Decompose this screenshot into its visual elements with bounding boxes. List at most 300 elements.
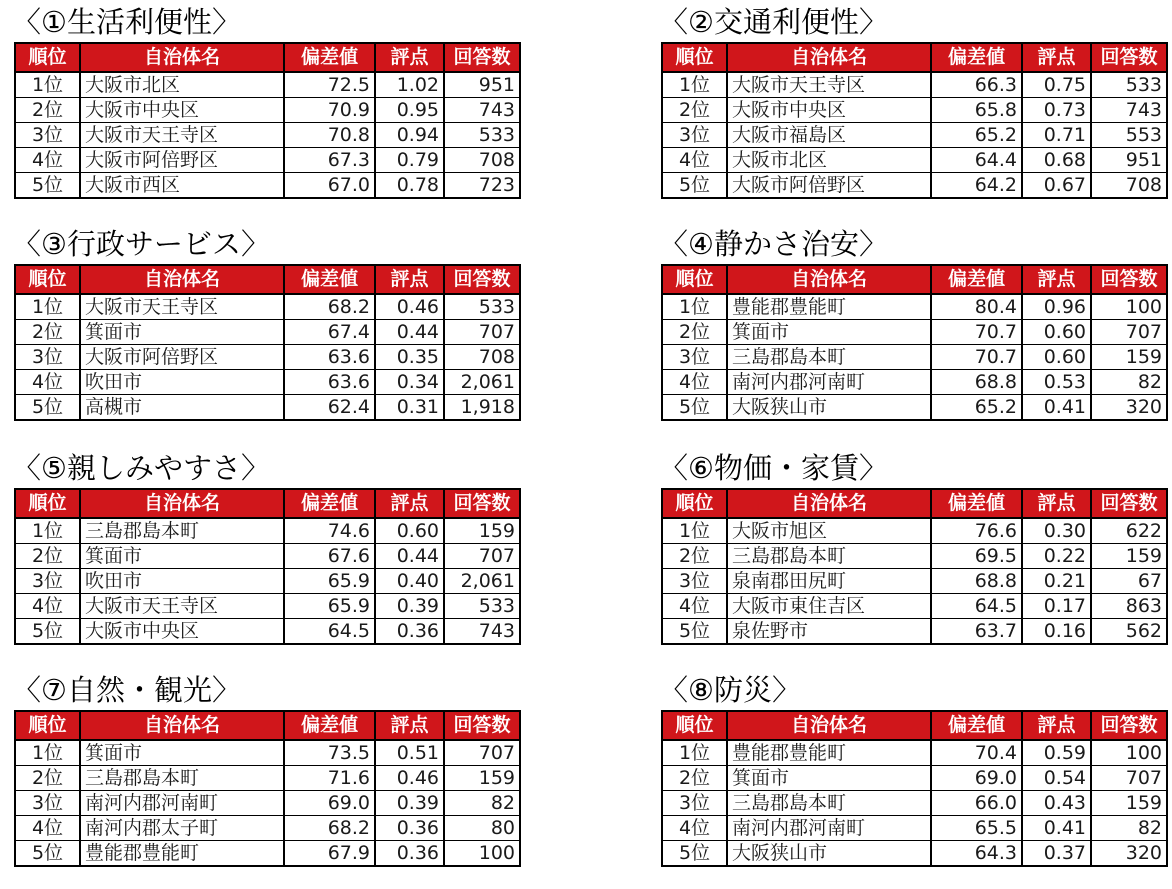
score-cell: 0.94 <box>375 123 444 148</box>
rank-cell: 1位 <box>15 294 80 320</box>
municipality-cell: 大阪市旭区 <box>727 518 931 544</box>
score-cell: 0.39 <box>375 594 444 619</box>
municipality-cell: 箕面市 <box>727 766 931 791</box>
municipality-cell: 泉南郡田尻町 <box>727 569 931 594</box>
score-cell: 0.37 <box>1022 841 1091 867</box>
deviation-cell: 67.3 <box>284 148 375 173</box>
rank-cell: 2位 <box>662 766 727 791</box>
deviation-cell: 62.4 <box>284 395 375 421</box>
table-header-row <box>15 711 520 740</box>
rank-cell: 4位 <box>662 816 727 841</box>
municipality-cell: 豊能郡豊能町 <box>727 294 931 320</box>
score-cell: 0.73 <box>1022 98 1091 123</box>
municipality-cell: 箕面市 <box>80 740 284 766</box>
table-header-row <box>662 265 1167 294</box>
header-score: 評点 <box>1022 43 1091 72</box>
municipality-cell: 南河内郡太子町 <box>80 816 284 841</box>
table-row <box>662 594 1167 619</box>
deviation-cell: 65.9 <box>284 594 375 619</box>
responses-cell: 159 <box>1091 791 1167 816</box>
table-row <box>662 569 1167 594</box>
rank-cell: 2位 <box>662 98 727 123</box>
header-responses: 回答数 <box>1091 265 1167 294</box>
municipality-cell: 箕面市 <box>80 544 284 569</box>
ranking-panel-8 <box>661 672 1166 867</box>
deviation-cell: 64.4 <box>931 148 1022 173</box>
responses-cell: 100 <box>444 841 520 867</box>
responses-cell: 863 <box>1091 594 1167 619</box>
deviation-cell: 69.0 <box>284 791 375 816</box>
table-row <box>15 345 520 370</box>
header-municipality: 自治体名 <box>80 265 284 294</box>
municipality-cell: 大阪市天王寺区 <box>727 72 931 98</box>
score-cell: 0.68 <box>1022 148 1091 173</box>
responses-cell: 562 <box>1091 619 1167 645</box>
municipality-cell: 吹田市 <box>80 370 284 395</box>
deviation-cell: 70.8 <box>284 123 375 148</box>
table-row <box>662 123 1167 148</box>
score-cell: 0.31 <box>375 395 444 421</box>
header-deviation: 偏差値 <box>931 489 1022 518</box>
table-row <box>15 173 520 199</box>
deviation-cell: 65.5 <box>931 816 1022 841</box>
municipality-cell: 大阪市阿倍野区 <box>80 345 284 370</box>
score-cell: 0.53 <box>1022 370 1091 395</box>
municipality-cell: 大阪市阿倍野区 <box>80 148 284 173</box>
responses-cell: 707 <box>1091 320 1167 345</box>
rank-cell: 3位 <box>662 791 727 816</box>
responses-cell: 320 <box>1091 841 1167 867</box>
ranking-table <box>661 42 1168 199</box>
municipality-cell: 吹田市 <box>80 569 284 594</box>
responses-cell: 533 <box>444 294 520 320</box>
header-deviation: 偏差値 <box>931 711 1022 740</box>
score-cell: 0.36 <box>375 619 444 645</box>
table-row <box>15 395 520 421</box>
score-cell: 0.60 <box>1022 345 1091 370</box>
responses-cell: 723 <box>444 173 520 199</box>
header-score: 評点 <box>375 711 444 740</box>
ranking-panel-4 <box>661 226 1166 421</box>
responses-cell: 708 <box>1091 173 1167 199</box>
responses-cell: 320 <box>1091 395 1167 421</box>
rank-cell: 2位 <box>15 320 80 345</box>
municipality-cell: 高槻市 <box>80 395 284 421</box>
deviation-cell: 69.0 <box>931 766 1022 791</box>
header-responses: 回答数 <box>1091 43 1167 72</box>
rank-cell: 2位 <box>15 766 80 791</box>
score-cell: 0.79 <box>375 148 444 173</box>
header-deviation: 偏差値 <box>284 489 375 518</box>
score-cell: 0.95 <box>375 98 444 123</box>
deviation-cell: 63.7 <box>931 619 1022 645</box>
score-cell: 0.46 <box>375 766 444 791</box>
table-row <box>15 294 520 320</box>
municipality-cell: 三島郡島本町 <box>80 766 284 791</box>
municipality-cell: 大阪市中央区 <box>80 98 284 123</box>
rank-cell: 1位 <box>662 740 727 766</box>
responses-cell: 67 <box>1091 569 1167 594</box>
panel-title: 〈②交通利便性〉 <box>659 5 888 39</box>
municipality-cell: 大阪市東住吉区 <box>727 594 931 619</box>
table-row <box>662 518 1167 544</box>
deviation-cell: 68.8 <box>931 569 1022 594</box>
header-responses: 回答数 <box>444 265 520 294</box>
ranking-table <box>661 264 1168 421</box>
deviation-cell: 63.6 <box>284 345 375 370</box>
responses-cell: 533 <box>444 123 520 148</box>
table-row <box>662 816 1167 841</box>
table-row <box>15 320 520 345</box>
responses-cell: 533 <box>1091 72 1167 98</box>
responses-cell: 622 <box>1091 518 1167 544</box>
score-cell: 0.36 <box>375 816 444 841</box>
responses-cell: 80 <box>444 816 520 841</box>
rank-cell: 5位 <box>662 395 727 421</box>
rank-cell: 5位 <box>662 173 727 199</box>
header-rank: 順位 <box>662 265 727 294</box>
municipality-cell: 南河内郡河南町 <box>727 816 931 841</box>
responses-cell: 951 <box>444 72 520 98</box>
header-rank: 順位 <box>662 489 727 518</box>
municipality-cell: 三島郡島本町 <box>727 345 931 370</box>
deviation-cell: 70.7 <box>931 320 1022 345</box>
deviation-cell: 63.6 <box>284 370 375 395</box>
header-rank: 順位 <box>662 43 727 72</box>
rank-cell: 1位 <box>662 518 727 544</box>
score-cell: 0.16 <box>1022 619 1091 645</box>
rank-cell: 4位 <box>15 594 80 619</box>
table-row <box>15 544 520 569</box>
rank-cell: 5位 <box>662 841 727 867</box>
responses-cell: 708 <box>444 148 520 173</box>
header-deviation: 偏差値 <box>931 43 1022 72</box>
table-row <box>662 148 1167 173</box>
municipality-cell: 三島郡島本町 <box>80 518 284 544</box>
table-row <box>662 740 1167 766</box>
rank-cell: 3位 <box>15 569 80 594</box>
score-cell: 0.51 <box>375 740 444 766</box>
score-cell: 0.34 <box>375 370 444 395</box>
score-cell: 0.21 <box>1022 569 1091 594</box>
header-rank: 順位 <box>662 711 727 740</box>
deviation-cell: 67.9 <box>284 841 375 867</box>
table-row <box>15 72 520 98</box>
rank-cell: 2位 <box>15 98 80 123</box>
header-score: 評点 <box>1022 489 1091 518</box>
deviation-cell: 74.6 <box>284 518 375 544</box>
panel-title: 〈⑤親しみやすさ〉 <box>12 451 270 485</box>
score-cell: 0.39 <box>375 791 444 816</box>
municipality-cell: 大阪市阿倍野区 <box>727 173 931 199</box>
table-header-row <box>662 489 1167 518</box>
responses-cell: 707 <box>1091 766 1167 791</box>
responses-cell: 82 <box>1091 816 1167 841</box>
ranking-panel-6 <box>661 450 1166 645</box>
responses-cell: 743 <box>444 98 520 123</box>
municipality-cell: 大阪市西区 <box>80 173 284 199</box>
score-cell: 0.22 <box>1022 544 1091 569</box>
responses-cell: 743 <box>444 619 520 645</box>
score-cell: 0.40 <box>375 569 444 594</box>
responses-cell: 708 <box>444 345 520 370</box>
municipality-cell: 泉佐野市 <box>727 619 931 645</box>
rank-cell: 1位 <box>15 72 80 98</box>
score-cell: 0.67 <box>1022 173 1091 199</box>
table-row <box>662 72 1167 98</box>
responses-cell: 159 <box>1091 544 1167 569</box>
panel-title: 〈④静かさ治安〉 <box>659 227 888 261</box>
deviation-cell: 69.5 <box>931 544 1022 569</box>
municipality-cell: 大阪市中央区 <box>80 619 284 645</box>
rank-cell: 4位 <box>15 148 80 173</box>
header-deviation: 偏差値 <box>284 43 375 72</box>
score-cell: 0.60 <box>375 518 444 544</box>
panel-title: 〈⑥物価・家賃〉 <box>659 451 888 485</box>
score-cell: 0.60 <box>1022 320 1091 345</box>
rank-cell: 3位 <box>662 123 727 148</box>
municipality-cell: 大阪狭山市 <box>727 841 931 867</box>
table-row <box>662 98 1167 123</box>
rank-cell: 4位 <box>15 816 80 841</box>
rank-cell: 1位 <box>15 518 80 544</box>
ranking-table <box>14 42 521 199</box>
rank-cell: 5位 <box>15 841 80 867</box>
header-responses: 回答数 <box>1091 711 1167 740</box>
municipality-cell: 大阪市天王寺区 <box>80 123 284 148</box>
table-header-row <box>15 43 520 72</box>
responses-cell: 533 <box>444 594 520 619</box>
table-row <box>15 98 520 123</box>
municipality-cell: 南河内郡河南町 <box>80 791 284 816</box>
ranking-table <box>14 264 521 421</box>
score-cell: 0.54 <box>1022 766 1091 791</box>
responses-cell: 2,061 <box>444 370 520 395</box>
ranking-panel-5 <box>14 450 519 645</box>
municipality-cell: 三島郡島本町 <box>727 791 931 816</box>
table-header-row <box>15 489 520 518</box>
municipality-cell: 大阪市中央区 <box>727 98 931 123</box>
table-row <box>662 619 1167 645</box>
table-row <box>15 619 520 645</box>
header-municipality: 自治体名 <box>80 489 284 518</box>
table-row <box>15 816 520 841</box>
rank-cell: 1位 <box>662 294 727 320</box>
score-cell: 0.36 <box>375 841 444 867</box>
ranking-table <box>14 710 521 867</box>
header-deviation: 偏差値 <box>284 711 375 740</box>
responses-cell: 2,061 <box>444 569 520 594</box>
deviation-cell: 68.8 <box>931 370 1022 395</box>
rank-cell: 5位 <box>15 619 80 645</box>
ranking-panel-2 <box>661 4 1166 199</box>
header-deviation: 偏差値 <box>284 265 375 294</box>
deviation-cell: 65.9 <box>284 569 375 594</box>
score-cell: 0.44 <box>375 544 444 569</box>
rank-cell: 2位 <box>662 320 727 345</box>
ranking-table <box>14 488 521 645</box>
ranking-panel-7 <box>14 672 519 867</box>
rank-cell: 5位 <box>662 619 727 645</box>
deviation-cell: 67.0 <box>284 173 375 199</box>
table-row <box>662 173 1167 199</box>
rank-cell: 3位 <box>15 345 80 370</box>
score-cell: 0.46 <box>375 294 444 320</box>
responses-cell: 707 <box>444 740 520 766</box>
table-row <box>15 594 520 619</box>
responses-cell: 707 <box>444 320 520 345</box>
table-row <box>662 345 1167 370</box>
table-row <box>15 841 520 867</box>
score-cell: 0.59 <box>1022 740 1091 766</box>
rank-cell: 3位 <box>15 123 80 148</box>
rank-cell: 2位 <box>15 544 80 569</box>
rank-cell: 1位 <box>662 72 727 98</box>
panel-title: 〈⑦自然・観光〉 <box>12 673 241 707</box>
deviation-cell: 70.7 <box>931 345 1022 370</box>
header-municipality: 自治体名 <box>727 711 931 740</box>
municipality-cell: 豊能郡豊能町 <box>80 841 284 867</box>
rank-cell: 4位 <box>15 370 80 395</box>
deviation-cell: 64.2 <box>931 173 1022 199</box>
deviation-cell: 67.4 <box>284 320 375 345</box>
rank-cell: 5位 <box>15 173 80 199</box>
header-rank: 順位 <box>15 711 80 740</box>
municipality-cell: 豊能郡豊能町 <box>727 740 931 766</box>
rank-cell: 3位 <box>15 791 80 816</box>
ranking-panel-1 <box>14 4 519 199</box>
score-cell: 0.17 <box>1022 594 1091 619</box>
table-row <box>662 766 1167 791</box>
rank-cell: 2位 <box>662 544 727 569</box>
responses-cell: 159 <box>1091 345 1167 370</box>
header-rank: 順位 <box>15 43 80 72</box>
responses-cell: 82 <box>1091 370 1167 395</box>
rank-cell: 5位 <box>15 395 80 421</box>
table-row <box>15 740 520 766</box>
header-score: 評点 <box>375 265 444 294</box>
header-rank: 順位 <box>15 489 80 518</box>
header-municipality: 自治体名 <box>727 43 931 72</box>
deviation-cell: 65.2 <box>931 395 1022 421</box>
deviation-cell: 64.5 <box>931 594 1022 619</box>
table-row <box>15 370 520 395</box>
deviation-cell: 64.3 <box>931 841 1022 867</box>
responses-cell: 159 <box>444 518 520 544</box>
table-row <box>15 123 520 148</box>
deviation-cell: 66.0 <box>931 791 1022 816</box>
table-row <box>662 294 1167 320</box>
deviation-cell: 72.5 <box>284 72 375 98</box>
score-cell: 1.02 <box>375 72 444 98</box>
municipality-cell: 箕面市 <box>80 320 284 345</box>
municipality-cell: 大阪市北区 <box>80 72 284 98</box>
municipality-cell: 大阪市天王寺区 <box>80 594 284 619</box>
header-score: 評点 <box>1022 265 1091 294</box>
deviation-cell: 70.9 <box>284 98 375 123</box>
deviation-cell: 64.5 <box>284 619 375 645</box>
header-score: 評点 <box>1022 711 1091 740</box>
table-row <box>662 841 1167 867</box>
deviation-cell: 67.6 <box>284 544 375 569</box>
table-row <box>662 370 1167 395</box>
responses-cell: 100 <box>1091 740 1167 766</box>
score-cell: 0.71 <box>1022 123 1091 148</box>
panel-title: 〈⑧防災〉 <box>659 673 801 707</box>
responses-cell: 707 <box>444 544 520 569</box>
responses-cell: 553 <box>1091 123 1167 148</box>
deviation-cell: 65.2 <box>931 123 1022 148</box>
header-municipality: 自治体名 <box>80 43 284 72</box>
table-row <box>15 148 520 173</box>
table-header-row <box>662 711 1167 740</box>
table-header-row <box>662 43 1167 72</box>
score-cell: 0.96 <box>1022 294 1091 320</box>
municipality-cell: 三島郡島本町 <box>727 544 931 569</box>
municipality-cell: 大阪市北区 <box>727 148 931 173</box>
score-cell: 0.41 <box>1022 816 1091 841</box>
header-municipality: 自治体名 <box>727 265 931 294</box>
rank-cell: 3位 <box>662 345 727 370</box>
score-cell: 0.44 <box>375 320 444 345</box>
score-cell: 0.75 <box>1022 72 1091 98</box>
header-responses: 回答数 <box>444 489 520 518</box>
responses-cell: 1,918 <box>444 395 520 421</box>
table-header-row <box>15 265 520 294</box>
header-responses: 回答数 <box>444 43 520 72</box>
deviation-cell: 66.3 <box>931 72 1022 98</box>
municipality-cell: 大阪市天王寺区 <box>80 294 284 320</box>
deviation-cell: 68.2 <box>284 816 375 841</box>
score-cell: 0.30 <box>1022 518 1091 544</box>
score-cell: 0.78 <box>375 173 444 199</box>
deviation-cell: 80.4 <box>931 294 1022 320</box>
municipality-cell: 南河内郡河南町 <box>727 370 931 395</box>
score-cell: 0.35 <box>375 345 444 370</box>
deviation-cell: 68.2 <box>284 294 375 320</box>
deviation-cell: 71.6 <box>284 766 375 791</box>
deviation-cell: 65.8 <box>931 98 1022 123</box>
ranking-table <box>661 710 1168 867</box>
rank-cell: 1位 <box>15 740 80 766</box>
header-score: 評点 <box>375 43 444 72</box>
table-row <box>662 791 1167 816</box>
table-row <box>662 395 1167 421</box>
header-responses: 回答数 <box>1091 489 1167 518</box>
table-row <box>15 791 520 816</box>
responses-cell: 951 <box>1091 148 1167 173</box>
rank-cell: 4位 <box>662 594 727 619</box>
table-row <box>662 544 1167 569</box>
rank-cell: 3位 <box>662 569 727 594</box>
header-deviation: 偏差値 <box>931 265 1022 294</box>
deviation-cell: 70.4 <box>931 740 1022 766</box>
municipality-cell: 箕面市 <box>727 320 931 345</box>
panel-title: 〈①生活利便性〉 <box>12 5 241 39</box>
rank-cell: 4位 <box>662 148 727 173</box>
deviation-cell: 73.5 <box>284 740 375 766</box>
rank-cell: 4位 <box>662 370 727 395</box>
responses-cell: 82 <box>444 791 520 816</box>
ranking-panel-3 <box>14 226 519 421</box>
responses-cell: 743 <box>1091 98 1167 123</box>
table-row <box>15 766 520 791</box>
header-responses: 回答数 <box>444 711 520 740</box>
deviation-cell: 76.6 <box>931 518 1022 544</box>
score-cell: 0.41 <box>1022 395 1091 421</box>
header-municipality: 自治体名 <box>727 489 931 518</box>
ranking-table <box>661 488 1168 645</box>
